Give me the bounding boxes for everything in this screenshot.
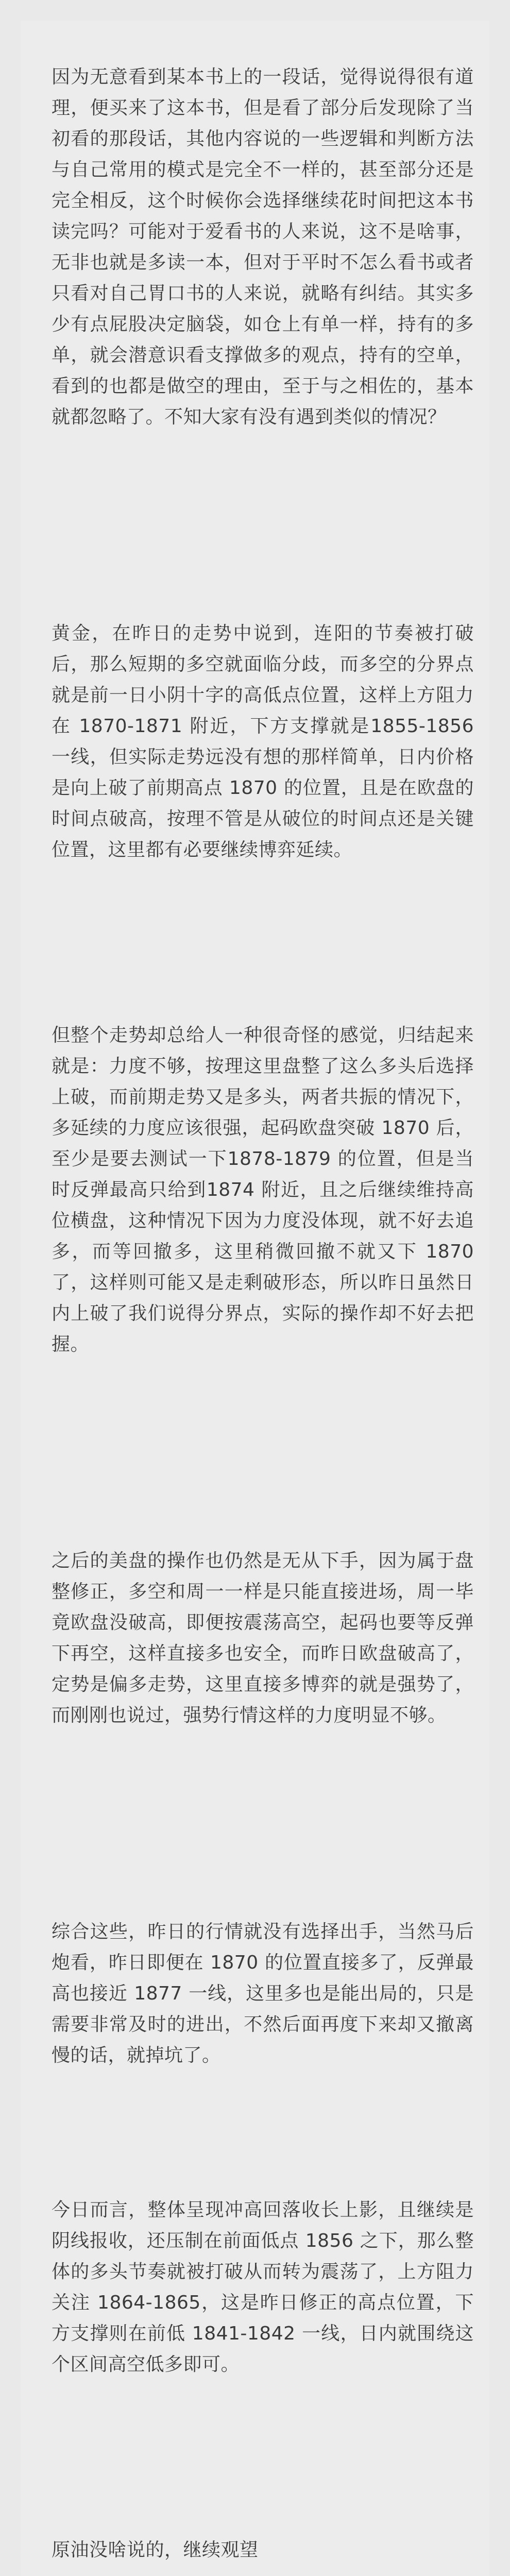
paragraph-intro: 因为无意看到某本书上的一段话，觉得说得很有道理，便买来了这本书，但是看了部分后发现除了当初看的那段话，其他内容说的一些逻辑和判断方法与自己常用的模式是完全不一样的，甚至部分还是完全相反，这个时候你会选择继续花时间把这本书读完吗？可能对于爱看书的人来说，这不是啥事，无非也就是多读一本，但对于平时不怎么看书或者只看对自己胃口书的人来说，就略有纠结。其实多少有点屁股决定脑袋，如仓上有单一样，持有的多单，就会潜意识看支撑做多的观点，持有的空单，看到的也都是做空的理由，至于与之相佐的，基本就都忽略了。不知大家有没有遇到类似的情况？ (52, 66, 474, 428)
paragraph-summary: 综合这些，昨日的行情就没有选择出手，当然马后炮看，昨日即便在 1870 的位置直接多了，反弹最高也接近 1877 一线，这里多也是能出局的，只是需要非常及时的进出，不然后面再度下来却又撤离慢的话，就掉坑了。 (52, 1921, 474, 2066)
paragraph-gold-structure: 黄金，在昨日的走势中说到，连阳的节奏被打破后，那么短期的多空就面临分歧，而多空的分界点就是前一日小阴十字的高低点位置，这样上方阻力在 1870-1871 附近，下方支撑就是1855-1856 一线，但实际走势远没有想的那样简单，日内价格是向上破了前期高点 1870 的位置，且是在欧盘的时间点破高，按理不管是从破位的时间点还是关键位置，这里都有必要继续博弈延续。 (52, 623, 474, 860)
paragraph-us-session: 之后的美盘的操作也仍然是无从下手，因为属于盘整修正，多空和周一一样是只能直接进场，周一毕竟欧盘没破高，即便按震荡高空，起码也要等反弹下再空，这样直接多也安全，而昨日欧盘破高了，定势是偏多走势，这里直接多博弈的就是强势了，而刚刚也说过，强势行情这样的力度明显不够。 (52, 1550, 474, 1726)
paragraph-gold-weak-momentum: 但整个走势却总给人一种很奇怪的感觉，归结起来就是：力度不够，按理这里盘整了这么多头后选择上破，而前期走势又是多头，两者共振的情况下，多延续的力度应该很强，起码欧盘突破 1870 后，至少是要去测试一下1878-1879 的位置，但是当时反弹最高只给到1874 附近，且之后继续维持高位横盘，这种情况下因为力度没体现，就不好去追多，而等回撤多，这里稍微回撤不就又下 1870 了，这样则可能又是走剩破形态，所以昨日虽然日内上破了我们说得分界点，实际的操作却不好去把握。 (52, 1025, 474, 1355)
paragraph-oil: 原油没啥说的，继续观望 (52, 2539, 259, 2561)
paragraph-today-outlook: 今日而言，整体呈现冲高回落收长上影，且继续是阴线报收，还压制在前面低点 1856 之下，那么整体的多头节奏就被打破从而转为震荡了，上方阻力关注 1864-1865，这是昨日修正的高点位置，下方支撑则在前低 1841-1842 一线，日内就围绕这个区间高空低多即可。 (52, 2199, 474, 2375)
note-page (21, 21, 489, 2576)
